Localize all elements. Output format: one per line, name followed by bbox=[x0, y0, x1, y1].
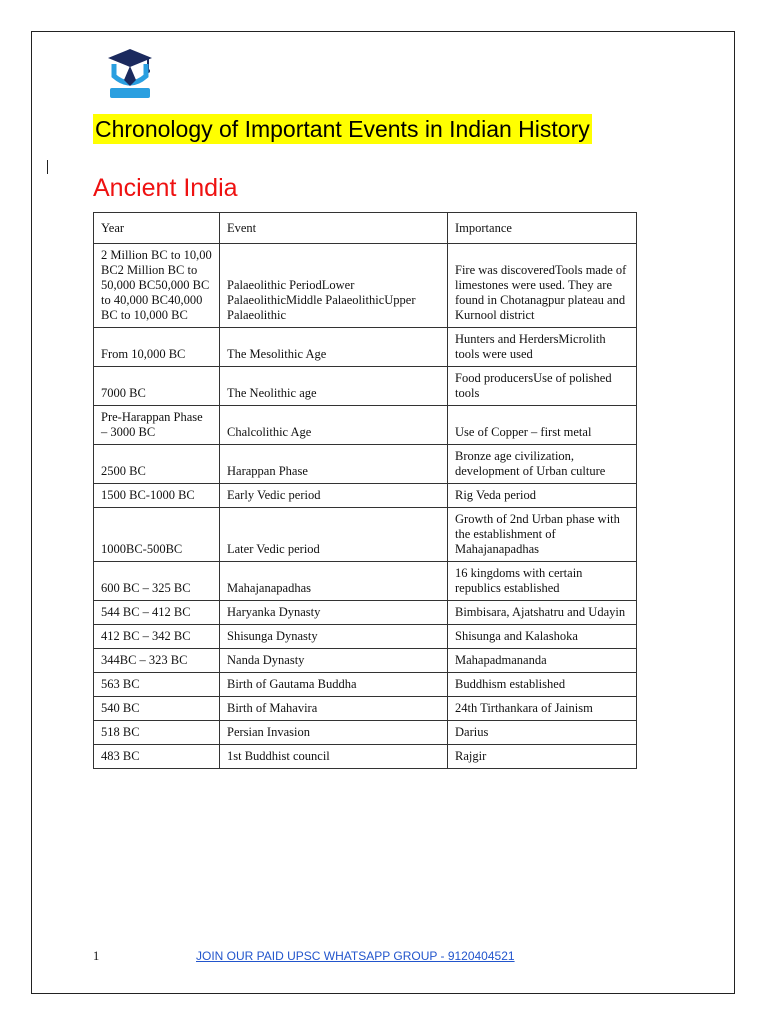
table-row bbox=[94, 601, 637, 625]
event-cell: Palaeolithic PeriodLower PalaeolithicMiddle PalaeolithicUpper Palaeolithic bbox=[220, 244, 448, 328]
importance-cell: Darius bbox=[448, 721, 637, 745]
event-cell: Mahajanapadhas bbox=[220, 562, 448, 601]
header-importance: Importance bbox=[448, 213, 637, 244]
year-cell: 7000 BC bbox=[94, 367, 220, 406]
header-event: Event bbox=[220, 213, 448, 244]
importance-cell: Rajgir bbox=[448, 745, 637, 769]
year-cell: 518 BC bbox=[94, 721, 220, 745]
table-header-row bbox=[94, 213, 637, 244]
importance-cell: Food producersUse of polished tools bbox=[448, 367, 637, 406]
year-cell: 1500 BC-1000 BC bbox=[94, 484, 220, 508]
text-cursor bbox=[47, 160, 48, 174]
year-cell: 544 BC – 412 BC bbox=[94, 601, 220, 625]
importance-cell: Shisunga and Kalashoka bbox=[448, 625, 637, 649]
document-title: Chronology of Important Events in Indian History bbox=[95, 116, 590, 142]
year-cell: 483 BC bbox=[94, 745, 220, 769]
table-row bbox=[94, 673, 637, 697]
table-row bbox=[94, 328, 637, 367]
section-heading: Ancient India bbox=[93, 174, 238, 202]
table-row bbox=[94, 367, 637, 406]
table-row bbox=[94, 484, 637, 508]
table-row bbox=[94, 445, 637, 484]
event-cell: Birth of Gautama Buddha bbox=[220, 673, 448, 697]
year-cell: 600 BC – 325 BC bbox=[94, 562, 220, 601]
importance-cell: Use of Copper – first metal bbox=[448, 406, 637, 445]
event-cell: The Mesolithic Age bbox=[220, 328, 448, 367]
table-row bbox=[94, 406, 637, 445]
importance-cell: 24th Tirthankara of Jainism bbox=[448, 697, 637, 721]
table-row bbox=[94, 745, 637, 769]
header-year: Year bbox=[94, 213, 220, 244]
event-cell: Persian Invasion bbox=[220, 721, 448, 745]
event-cell: Chalcolithic Age bbox=[220, 406, 448, 445]
event-cell: Early Vedic period bbox=[220, 484, 448, 508]
year-cell: 563 BC bbox=[94, 673, 220, 697]
importance-cell: Rig Veda period bbox=[448, 484, 637, 508]
importance-cell: 16 kingdoms with certain republics established bbox=[448, 562, 637, 601]
event-cell: The Neolithic age bbox=[220, 367, 448, 406]
table-row bbox=[94, 721, 637, 745]
study-ias-logo bbox=[104, 46, 156, 100]
table-row bbox=[94, 697, 637, 721]
event-cell: 1st Buddhist council bbox=[220, 745, 448, 769]
importance-cell: Buddhism established bbox=[448, 673, 637, 697]
page-number: 1 bbox=[93, 949, 100, 963]
table-row bbox=[94, 244, 637, 328]
importance-cell: Fire was discoveredTools made of limestones were used. They are found in Chotanagpur plateau and Kurnool district bbox=[448, 244, 637, 328]
year-cell: 2 Million BC to 10,00 BC2 Million BC to 50,000 BC50,000 BC to 40,000 BC40,000 BC to 10,000 BC bbox=[94, 244, 220, 328]
importance-cell: Growth of 2nd Urban phase with the establishment of Mahajanapadhas bbox=[448, 508, 637, 562]
importance-cell: Mahapadmananda bbox=[448, 649, 637, 673]
importance-cell: Bronze age civilization, development of Urban culture bbox=[448, 445, 637, 484]
year-cell: 344BC – 323 BC bbox=[94, 649, 220, 673]
events-table bbox=[93, 212, 637, 769]
whatsapp-group-link[interactable]: JOIN OUR PAID UPSC WHATSAPP GROUP - 9120404521 bbox=[196, 949, 515, 963]
year-cell: 412 BC – 342 BC bbox=[94, 625, 220, 649]
event-cell: Harappan Phase bbox=[220, 445, 448, 484]
year-cell: Pre-Harappan Phase – 3000 BC bbox=[94, 406, 220, 445]
year-cell: 2500 BC bbox=[94, 445, 220, 484]
event-cell: Shisunga Dynasty bbox=[220, 625, 448, 649]
importance-cell: Hunters and HerdersMicrolith tools were used bbox=[448, 328, 637, 367]
year-cell: From 10,000 BC bbox=[94, 328, 220, 367]
table-row bbox=[94, 562, 637, 601]
table-row bbox=[94, 625, 637, 649]
table-row bbox=[94, 649, 637, 673]
table-body bbox=[94, 244, 637, 769]
importance-cell: Bimbisara, Ajatshatru and Udayin bbox=[448, 601, 637, 625]
event-cell: Birth of Mahavira bbox=[220, 697, 448, 721]
year-cell: 540 BC bbox=[94, 697, 220, 721]
event-cell: Haryanka Dynasty bbox=[220, 601, 448, 625]
year-cell: 1000BC-500BC bbox=[94, 508, 220, 562]
event-cell: Later Vedic period bbox=[220, 508, 448, 562]
table-row bbox=[94, 508, 637, 562]
event-cell: Nanda Dynasty bbox=[220, 649, 448, 673]
